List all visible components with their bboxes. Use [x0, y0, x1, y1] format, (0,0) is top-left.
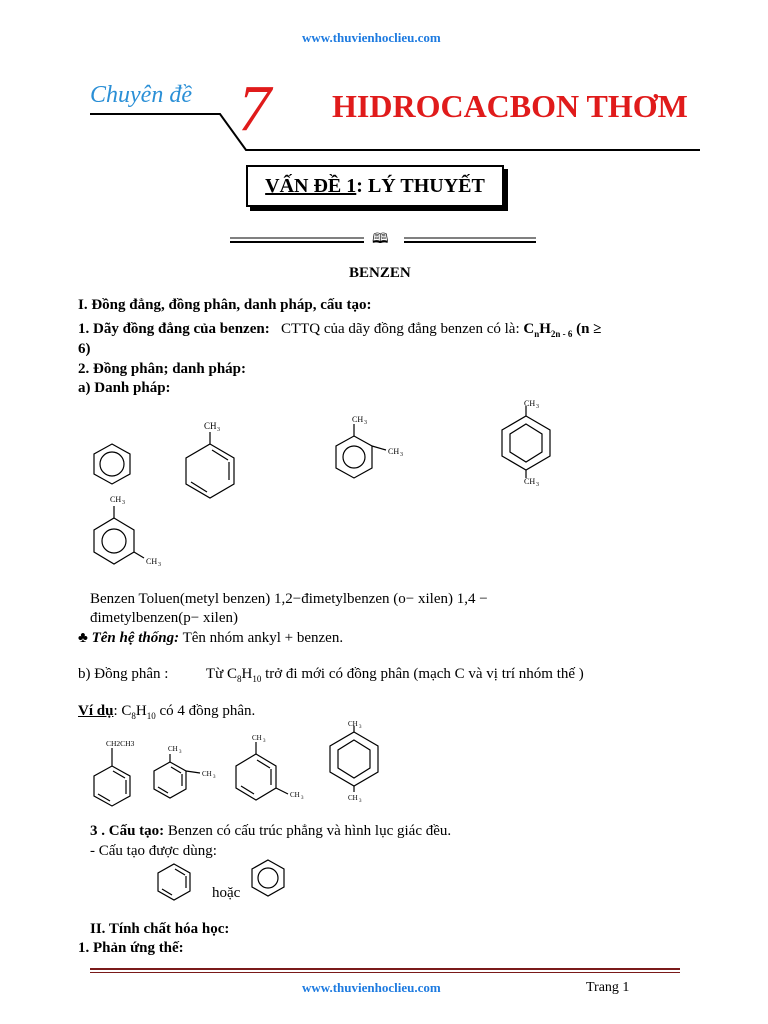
benzene-structure [94, 444, 130, 484]
part2-heading: II. Tính chất hóa học: [90, 921, 230, 937]
chapter-label: Chuyên đề [90, 82, 192, 108]
substitution-heading: 1. Phản ứng thế: [78, 940, 184, 956]
benzen-heading: BENZEN [349, 265, 411, 281]
homolog-line [78, 320, 602, 343]
p-isomer-ch3-bottom: CH [348, 794, 358, 802]
svg-text:3: 3 [122, 500, 125, 506]
homolog-cont: 6) [78, 341, 91, 357]
kekule-structure [158, 864, 190, 900]
isomer-naming-heading: 2. Đồng phân; danh pháp: [78, 361, 246, 377]
m-xylene-ch3-a: CH [110, 495, 122, 504]
p-xylene-ch3-bottom: CH [524, 477, 536, 486]
chapter-title: HIDROCACBON THƠM [332, 88, 688, 124]
p-isomer-ch3-top: CH [348, 720, 358, 728]
isomer-label: b) Đồng phân : [78, 666, 169, 682]
homolog-label: 1. Dãy đồng đẳng của benzen: [78, 321, 270, 337]
o-xylene-ch3-a: CH [352, 415, 364, 424]
o-xylene-structure [336, 424, 386, 478]
svg-text:3: 3 [359, 725, 362, 730]
o-isomer-ch3-a: CH [168, 745, 178, 753]
club-bullet: ♣ [78, 630, 92, 646]
m-xylene-isomer [236, 742, 288, 800]
footer-rule-top [90, 968, 680, 970]
svg-text:3: 3 [213, 775, 216, 780]
svg-text:3: 3 [400, 452, 403, 458]
svg-text:3: 3 [158, 562, 161, 568]
example-line: Ví dụ: $C_8H_{10}$ có 4 đồng phân. [78, 703, 256, 721]
homolog-formula: $C_nH_{2n - 6}$ (n ≥ [523, 321, 602, 339]
m-isomer-ch3-b: CH [290, 791, 300, 799]
example-label: Ví dụ [78, 703, 114, 719]
ethylbenzene-structure [94, 748, 130, 806]
section-prefix: VẤN ĐỀ 1 [265, 174, 357, 197]
naming-heading: a) Danh pháp: [78, 380, 171, 396]
structure-line [90, 822, 451, 840]
system-text: Tên nhóm ankyl + benzen. [179, 630, 344, 646]
structures-naming [0, 400, 768, 580]
structure-label: 3 . Cấu tạo: [90, 823, 165, 839]
part1-heading: I. Đồng đẳng, đồng phân, danh pháp, cấu tạo: [78, 297, 372, 313]
section-box [246, 165, 504, 207]
svg-text:3: 3 [364, 420, 367, 426]
structure-text: Benzen có cấu trúc phẳng và hình lục giác đều. [164, 823, 452, 839]
names-line-1: Benzen Toluen(metyl benzen) 1,2−đimetylbenzen (o− xilen) 1,4 − [90, 591, 488, 607]
svg-text:3: 3 [217, 427, 220, 433]
toluene-structure [186, 432, 234, 498]
m-isomer-ch3-a: CH [252, 734, 262, 742]
homolog-text: CTTQ của dãy đồng đẳng benzen có là: [280, 321, 520, 337]
or-text: hoặc [212, 885, 241, 901]
names-line-2: đimetylbenzen(p− xilen) [90, 610, 238, 626]
svg-text:3: 3 [359, 799, 362, 804]
svg-text:3: 3 [179, 750, 182, 755]
structures-isomers [0, 720, 768, 810]
ethyl-label: CH2CH3 [106, 739, 135, 748]
footer-rule-bottom [90, 972, 680, 973]
m-xylene-ch3-b: CH [146, 557, 158, 566]
header-site-link[interactable]: www.thuvienhoclieu.com [302, 30, 441, 45]
o-xylene-ch3-b: CH [388, 447, 400, 456]
system-label: Tên hệ thống: [91, 630, 180, 646]
svg-text:3: 3 [301, 796, 304, 801]
system-name-line [78, 629, 343, 647]
structure-used: - Cấu tạo được dùng: [90, 843, 217, 859]
isomer-line: b) Đồng phân : Từ $C_8H_{10}$ trở đi mới có đồng phân (mạch C và vị trí nhóm thế ) [78, 666, 584, 684]
m-xylene-structure [94, 506, 144, 564]
o-xylene-isomer [154, 754, 200, 798]
p-xylene-ch3-top: CH [524, 400, 536, 408]
p-xylene-isomer [330, 726, 378, 792]
o-isomer-ch3-b: CH [202, 770, 212, 778]
section-suffix: : LÝ THUYẾT [356, 174, 485, 197]
svg-text:3: 3 [536, 404, 539, 410]
circle-structure [252, 860, 284, 896]
page-number: Trang 1 [586, 980, 630, 995]
chapter-number: 7 [238, 72, 271, 145]
header-rule [0, 0, 768, 160]
footer-site-link[interactable]: www.thuvienhoclieu.com [302, 980, 441, 995]
svg-text:3: 3 [263, 739, 266, 744]
toluene-ch3: CH [204, 421, 217, 431]
p-xylene-structure [502, 406, 550, 478]
svg-text:3: 3 [536, 482, 539, 488]
book-icon: 🕮 [372, 232, 389, 247]
